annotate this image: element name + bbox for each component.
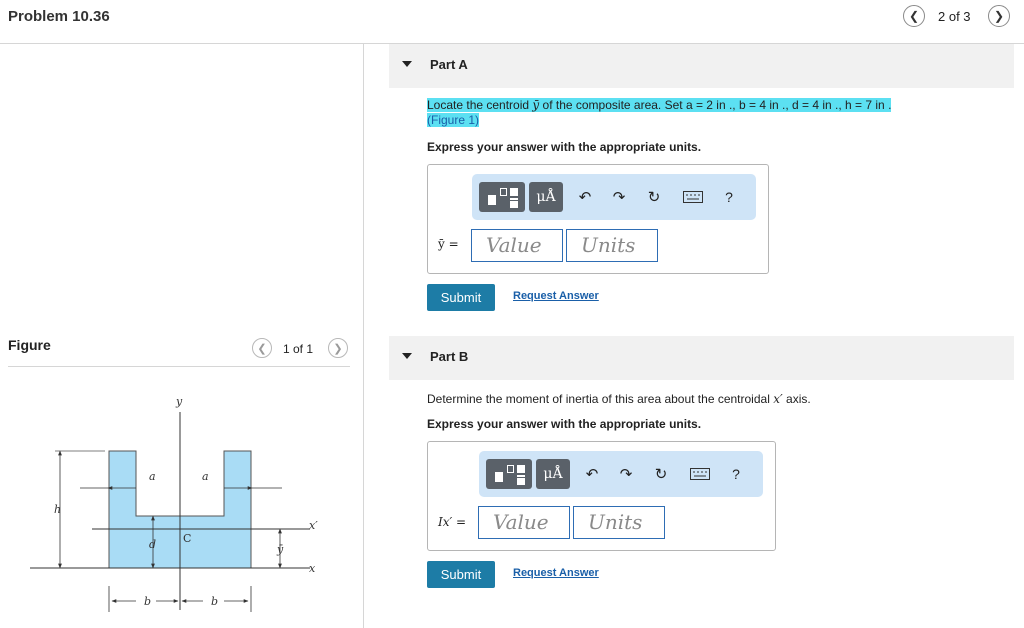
collapse-triangle-icon [402, 61, 412, 67]
axis-symbol: x′ [773, 392, 783, 406]
question-text-suffix: axis. [782, 392, 811, 406]
b-left-label: b [144, 595, 152, 608]
reset-icon[interactable]: ↻ [654, 466, 668, 483]
help-button[interactable]: ? [725, 189, 733, 205]
undo-icon[interactable]: ↶ [578, 189, 592, 206]
part-a-instruction: Express your answer with the appropriate units. [427, 140, 702, 154]
figure-label: Figure [8, 337, 51, 353]
part-a-question [427, 98, 947, 128]
x-prime-axis-label: x′ [309, 519, 318, 532]
prev-problem-button[interactable] [903, 5, 925, 27]
y-bar-label: ȳ [277, 543, 284, 556]
units-button[interactable]: μÅ [536, 459, 570, 489]
templates-button[interactable] [479, 182, 525, 212]
chevron-right-icon: ❯ [993, 9, 1005, 23]
a-right-label: a [202, 470, 209, 483]
chevron-left-icon: ❮ [908, 9, 920, 23]
chevron-right-icon: ❯ [333, 342, 343, 355]
centroid-symbol: ȳ [532, 98, 540, 112]
part-b-instruction: Express your answer with the appropriate units. [427, 417, 702, 431]
submit-button[interactable]: Submit [427, 284, 495, 311]
units-input[interactable]: Units [566, 229, 658, 262]
part-a-header[interactable] [389, 44, 1014, 88]
units-input[interactable]: Units [573, 506, 665, 539]
question-text-mid: of the composite area. Set [539, 98, 686, 112]
redo-icon[interactable]: ↷ [619, 466, 633, 483]
help-button[interactable]: ? [732, 466, 740, 482]
part-b-label: Part B [430, 349, 469, 364]
question-text: Locate the centroid [427, 98, 533, 112]
d-label: d [149, 538, 157, 551]
request-answer-link[interactable]: Request Answer [513, 290, 599, 302]
x-axis-label: x [309, 562, 316, 575]
figure-link[interactable]: (Figure 1) [427, 113, 480, 127]
h-label: h [54, 503, 62, 516]
value-input[interactable]: Value [471, 229, 563, 262]
units-button[interactable]: μÅ [529, 182, 563, 212]
problem-title: Problem 10.36 [8, 8, 110, 25]
keyboard-icon[interactable] [689, 463, 711, 485]
submit-button[interactable]: Submit [427, 561, 495, 588]
keyboard-icon[interactable] [682, 186, 704, 208]
problem-pager: 2 of 3 [938, 9, 971, 24]
reset-icon[interactable]: ↻ [647, 189, 661, 206]
collapse-triangle-icon [402, 353, 412, 359]
question-text: Determine the moment of inertia of this area about the centroidal [427, 392, 774, 406]
part-b-header[interactable] [389, 336, 1014, 380]
answer-label: Ix′ = [438, 515, 467, 529]
part-a-label: Part A [430, 57, 468, 72]
request-answer-link[interactable]: Request Answer [513, 567, 599, 579]
next-problem-button[interactable] [988, 5, 1010, 27]
part-b-answer-box [427, 441, 776, 551]
value-input[interactable]: Value [478, 506, 570, 539]
a-left-label: a [149, 470, 156, 483]
part-a-answer-box [427, 164, 769, 274]
undo-icon[interactable]: ↶ [585, 466, 599, 483]
figure-pager: 1 of 1 [283, 342, 314, 356]
column-divider [363, 44, 364, 628]
composite-area-diagram [0, 0, 363, 628]
templates-button[interactable] [486, 459, 532, 489]
math-toolbar [472, 174, 756, 220]
centroid-label: C [183, 532, 192, 545]
b-right-label: b [211, 595, 219, 608]
chevron-left-icon: ❮ [257, 342, 267, 355]
math-toolbar [479, 451, 763, 497]
redo-icon[interactable]: ↷ [612, 189, 626, 206]
given-values: a = 2 in ., b = 4 in ., d = 4 in ., h = 7 in . [685, 98, 892, 112]
part-b-question [427, 392, 811, 407]
answer-label: ȳ = [438, 237, 459, 251]
y-axis-label: y [176, 395, 183, 408]
